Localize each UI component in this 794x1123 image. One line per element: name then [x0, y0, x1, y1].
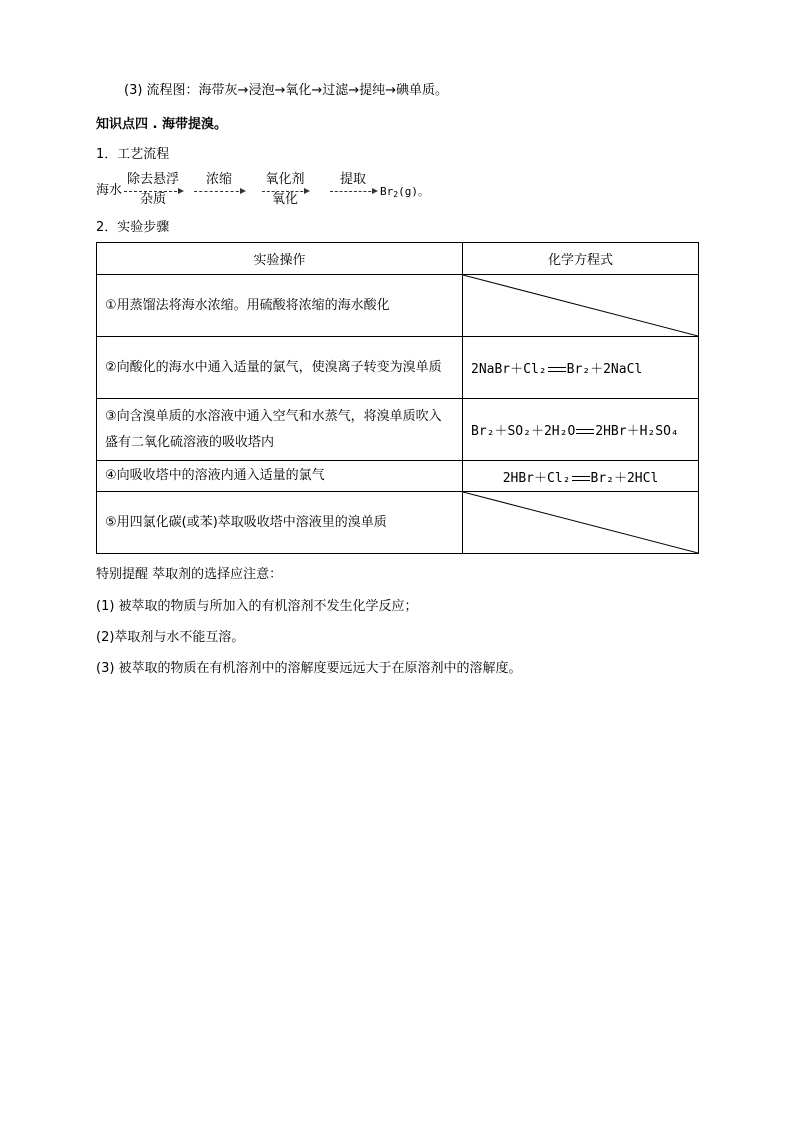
table-row [97, 461, 699, 492]
equation-cell [463, 461, 699, 492]
flow-start: 海水 [96, 183, 123, 198]
table-row [97, 275, 699, 337]
note-item-2: (2)萃取剂与水不能互溶。 [96, 630, 245, 645]
equation-reactants: 2HBr＋Cl₂ [502, 470, 571, 486]
table-row [97, 399, 699, 461]
flow-end-sub: 2 [393, 190, 399, 199]
flow-step [194, 172, 244, 192]
section-heading: 知识点四 . 海带提溴。 [96, 117, 227, 132]
process-flow-diagram [96, 172, 516, 208]
flowchart-line: (3) 流程图：海带灰→浸泡→氧化→过滤→提纯→碘单质。 [124, 83, 449, 98]
experiment-steps-table [96, 242, 699, 554]
flow-arrow-icon [124, 191, 182, 192]
flow-step [124, 172, 182, 208]
empty-diagonal-cell [463, 275, 699, 337]
equals-sign-icon [572, 476, 590, 481]
flow-step-above: 浓缩 [205, 172, 232, 187]
table-row [97, 492, 699, 554]
operation-cell: ①用蒸馏法将海水浓缩。用硫酸将浓缩的海水酸化 [97, 275, 463, 337]
operation-cell: ②向酸化的海水中通入适量的氯气，使溴离子转变为溴单质 [97, 337, 463, 399]
flow-step-below: 杂质 [139, 192, 166, 207]
equals-sign-icon [576, 429, 594, 434]
equation-products: Br₂＋2HCl [590, 470, 659, 486]
operation-cell: ⑤用四氯化碳(或苯)萃取吸收塔中溶液里的溴单质 [97, 492, 463, 554]
subsection-process: 1．工艺流程 [96, 147, 170, 162]
equation-cell [463, 337, 699, 399]
table-row [97, 337, 699, 399]
flow-step-above: 提取 [339, 172, 366, 187]
flow-step [262, 172, 308, 208]
equation-products: Br₂＋2NaCl [566, 362, 643, 377]
equation-reactants: 2NaBr＋Cl₂ [471, 362, 547, 377]
flow-step [330, 172, 376, 192]
note-item-1: (1) 被萃取的物质与所加入的有机溶剂不发生化学反应； [96, 599, 418, 614]
equation-cell [463, 399, 699, 461]
subsection-steps: 2．实验步骤 [96, 220, 170, 235]
flow-step-above: 氧化剂 [265, 172, 305, 187]
flow-end-tail: (g)。 [398, 185, 429, 198]
equation-products: 2HBr＋H₂SO₄ [595, 424, 679, 439]
note-title: 特别提醒 萃取剂的选择应注意： [96, 567, 283, 582]
diagonal-line [463, 275, 698, 336]
diagonal-line [463, 492, 698, 553]
note-item-3: (3) 被萃取的物质在有机溶剂中的溶解度要远远大于在原溶剂中的溶解度。 [96, 661, 522, 676]
flow-step-below: 氧化 [271, 192, 298, 207]
empty-diagonal-cell [463, 492, 699, 554]
equation-reactants: Br₂＋SO₂＋2H₂O [471, 424, 576, 439]
table-header-row [97, 243, 699, 275]
operation-cell: ④向吸收塔中的溶液内通入适量的氯气 [97, 461, 463, 492]
header-equation: 化学方程式 [463, 243, 699, 275]
flow-step-above: 除去悬浮 [126, 172, 179, 187]
equals-sign-icon [548, 367, 566, 372]
flow-end-product [380, 184, 429, 200]
header-operation: 实验操作 [97, 243, 463, 275]
flow-arrow-icon [330, 191, 376, 192]
flow-arrow-icon [262, 191, 308, 192]
operation-cell: ③向含溴单质的水溶液中通入空气和水蒸气，将溴单质吹入盛有二氧化硫溶液的吸收塔内 [97, 399, 463, 461]
flow-arrow-icon [194, 191, 244, 192]
flow-end-base: Br [380, 185, 394, 198]
